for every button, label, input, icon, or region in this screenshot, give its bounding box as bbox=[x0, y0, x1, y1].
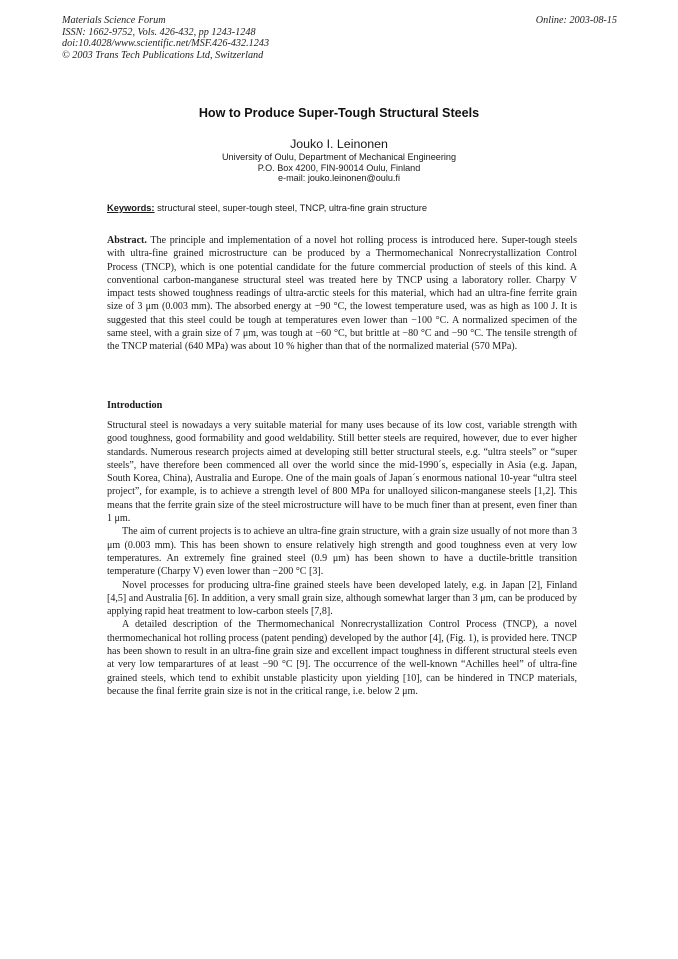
journal-name: Materials Science Forum bbox=[62, 15, 166, 26]
author-affiliation bbox=[0, 152, 678, 184]
affiliation-line-1: University of Oulu, Department of Mechanical Engineering bbox=[221, 152, 457, 162]
intro-paragraph: The aim of current projects is to achieve an ultra-fine grain structure, with a grain size usually of not more than 3 μm (0.003 mm). This has been shown to ensure relatively high strength and good toughness even at very low temperatures. An extremely fine grained steel (0.9 μm) has been shown to have a ductile-brittle transition temperature (Charpy V) even lower than −200 °C [3]. bbox=[107, 526, 577, 578]
paper-title: How to Produce Super-Tough Structural Steels bbox=[198, 106, 480, 120]
doi-line: doi:10.4028/www.scientific.net/MSF.426-432.1243 bbox=[62, 38, 270, 50]
abstract-text: The principle and implementation of a novel hot rolling process is introduced here. Super-tough steels with ultra-fine grained microstructure can be produced by a Thermomechanical Nonrecrystallization Control Process (TNCP), which is one potential candidate for the future commercial production of steels of this kind. A conventional carbon-manganese structural steel was treated here by TNCP using a laboratory roller. Charpy V impact tests showed toughness readings of ultra-arctic steels for this material, which had an ultra-fine ferrite grain size of 3 μm (0.003 mm). The absorbed energy at −90 °C, the lowest temperature used, was as high as 100 J. It is suggested that this steel could be tough at temperatures even lower than −100 °C. A normalized specimen of the same steel, with a grain size of 7 μm, was tough at −60 °C, but brittle at −80 °C and −90 °C. The tensile strength of the TNCP material (640 MPa) was about 10 % higher than that of the normalized material (570 MPa). bbox=[107, 235, 577, 353]
issn-line: ISSN: 1662-9752, Vols. 426-432, pp 1243-1248 bbox=[62, 26, 256, 38]
author-email: e-mail: jouko.leinonen@oulu.fi bbox=[278, 173, 400, 183]
intro-paragraph: Novel processes for producing ultra-fine grained steels have been developed lately, e.g. in Japan [2], Finland [4,5] and Australia [6]. In addition, a very small grain size, although somewhat larger than 3 μm, can be produced by applying rapid heat treatment to low-carbon steels [7,8]. bbox=[107, 579, 577, 618]
intro-paragraph: Structural steel is nowadays a very suitable material for many uses because of its low cost, variable strength with good toughness, good formability and good weldability. Still better steels are required, however, due to ever higher standards. Numerous research projects aimed at developing still better structural steels, e.g. “ultra steels” or “super steels”, have therefore been commenced all over the world since the mid-1990´s, especially in Asia (e.g. Japan, South Korea, China), Australia and Europe. One of the main goals of Japan´s enormous national 10-year “ultra steel project”, for example, is to achieve a strength level of 800 MPa for unalloyed silicon-manganese steels [1,2]. This means that the ferrite grain size of the steel microstructure will have to be much finer than at present, even finer than 1 μm. bbox=[107, 420, 577, 525]
online-date: Online: 2003-08-15 bbox=[535, 15, 617, 26]
keywords bbox=[107, 203, 577, 213]
intro-paragraph: A detailed description of the Thermomechanical Nonrecrystallization Control Process (TNCP), a novel thermomechanical hot rolling process (patent pending) developed by the author [4], (Fig. 1), is provided here. TNCP has been shown to result in an ultra-fine grain size and excellent impact toughness in different structural steels even at very low temparartures of at least −90 °C [9]. The occurrence of the well-known “Achilles heel” of ultra-fine grained steels, which tend to exhibit unstable plasticity upon yielding [10], can be hindered in TNCP materials, because the final ferrite grain size is not in the critical range, i.e. below 2 μm. bbox=[107, 619, 577, 697]
copyright-line: © 2003 Trans Tech Publications Ltd, Switzerland bbox=[62, 49, 264, 61]
keywords-label: Keywords: bbox=[107, 203, 155, 213]
abstract bbox=[107, 234, 577, 354]
introduction-body bbox=[107, 419, 577, 698]
journal-header bbox=[62, 15, 617, 61]
keywords-text: structural steel, super-tough steel, TNCP, ultra-fine grain structure bbox=[157, 203, 428, 213]
author-name: Jouko I. Leinonen bbox=[290, 137, 388, 151]
affiliation-line-2: P.O. Box 4200, FIN-90014 Oulu, Finland bbox=[257, 162, 421, 173]
abstract-label: Abstract. bbox=[107, 235, 147, 246]
section-heading-introduction: Introduction bbox=[107, 400, 163, 411]
